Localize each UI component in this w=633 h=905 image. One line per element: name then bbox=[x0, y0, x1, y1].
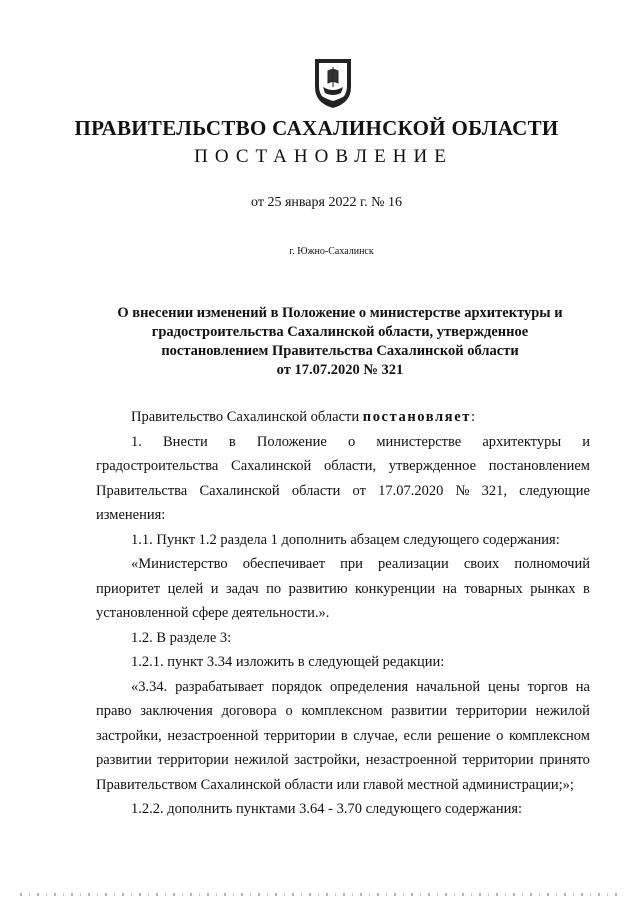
word: территории bbox=[157, 752, 229, 768]
document-title bbox=[100, 304, 580, 380]
word: 1. bbox=[131, 433, 142, 450]
word: области, bbox=[323, 458, 377, 474]
word: застройки, bbox=[294, 752, 361, 768]
text-line: установленной сфере деятельности.». bbox=[96, 605, 330, 621]
word: договора bbox=[221, 703, 277, 719]
word: на bbox=[442, 580, 457, 597]
word: Правительства bbox=[96, 482, 188, 499]
word: целей bbox=[167, 580, 204, 597]
word: право bbox=[96, 703, 132, 719]
title-line: градостроительства Сахалинской области, утвержденное bbox=[151, 324, 529, 340]
word: развитии bbox=[391, 703, 447, 719]
word: постановлением bbox=[488, 458, 590, 474]
word: принято bbox=[539, 752, 590, 768]
document-date-number: от 25 января 2022 г. № 16 bbox=[251, 195, 402, 210]
word: в bbox=[583, 580, 590, 597]
word: решение bbox=[437, 727, 491, 744]
word: случае, bbox=[353, 727, 398, 744]
justified-line bbox=[96, 724, 590, 749]
word: Внести bbox=[163, 433, 208, 450]
justified-line bbox=[96, 675, 590, 700]
word: порядок bbox=[271, 678, 323, 695]
word: Положение bbox=[256, 433, 327, 450]
word: о bbox=[347, 433, 356, 450]
word: товарных bbox=[464, 580, 523, 597]
text-line: изменения: bbox=[96, 507, 166, 523]
word: о bbox=[496, 727, 504, 744]
word: определения bbox=[329, 678, 409, 695]
title-line: от 17.07.2020 № 321 bbox=[276, 362, 404, 378]
word: в bbox=[340, 727, 348, 744]
word: незастроенной bbox=[365, 752, 457, 768]
document-body bbox=[96, 405, 590, 822]
word: территории bbox=[462, 752, 534, 768]
word: территории bbox=[455, 703, 527, 719]
text-line: Правительством Сахалинской области или главой местной администрации;»; bbox=[96, 776, 574, 793]
intro-paragraph: Правительство Сахалинской области постановляет: bbox=[131, 409, 475, 425]
word: о bbox=[285, 703, 293, 719]
word: при bbox=[340, 556, 363, 572]
word: «3.34. bbox=[131, 678, 168, 695]
word: в bbox=[228, 433, 236, 450]
word: 17.07.2020 bbox=[378, 482, 444, 499]
word: приоритет bbox=[96, 580, 161, 597]
justified-line bbox=[96, 699, 590, 724]
word: незастроенной bbox=[167, 727, 259, 744]
word: торгов bbox=[527, 678, 568, 695]
text-line: 1.2.1. пункт 3.34 изложить в следующей редакции: bbox=[131, 654, 445, 670]
word: реализации bbox=[377, 556, 449, 572]
title-line: постановлением Правительства Сахалинской области bbox=[161, 343, 519, 359]
word: если bbox=[403, 727, 432, 744]
justified-line bbox=[96, 479, 590, 504]
word: конкуренции bbox=[355, 580, 436, 597]
word: рынках bbox=[530, 580, 576, 597]
word: полномочий bbox=[514, 556, 590, 572]
justified-line bbox=[96, 577, 590, 602]
decree-verb: постановляет bbox=[362, 409, 471, 425]
word: министерстве bbox=[376, 433, 462, 450]
word: градостроительства bbox=[96, 458, 219, 474]
word: комплексном bbox=[301, 703, 383, 719]
word: области bbox=[291, 482, 341, 499]
title-line: О внесении изменений в Положение о министерстве архитектуры и bbox=[117, 305, 563, 321]
word: нежилой bbox=[234, 752, 289, 768]
government-name: ПРАВИТЕЛЬСТВО САХАЛИНСКОЙ ОБЛАСТИ bbox=[74, 116, 559, 140]
document-type: ПОСТАНОВЛЕНИЕ bbox=[194, 146, 453, 167]
text-line: 1.2.2. дополнить пунктами 3.64 - 3.70 следующего содержания: bbox=[131, 801, 523, 817]
justified-line bbox=[96, 430, 590, 455]
word: обеспечивает bbox=[242, 556, 326, 572]
word: утвержденное bbox=[388, 458, 477, 474]
word: заключения bbox=[140, 703, 213, 719]
city-name: г. Южно-Сахалинск bbox=[289, 246, 374, 257]
word: и bbox=[210, 580, 219, 597]
word: развитии bbox=[96, 752, 152, 768]
word: 321, bbox=[481, 482, 507, 499]
word: Сахалинской bbox=[199, 482, 280, 499]
word: и bbox=[582, 433, 590, 450]
word: архитектуры bbox=[482, 433, 562, 450]
word: своих bbox=[463, 556, 500, 572]
word: нежилой bbox=[535, 703, 590, 719]
scan-noise bbox=[20, 893, 620, 896]
word: комплексном bbox=[508, 727, 590, 744]
justified-line bbox=[96, 748, 590, 773]
word: по bbox=[266, 580, 282, 597]
word: застройки, bbox=[96, 727, 162, 744]
word: на bbox=[575, 678, 590, 695]
word: «Министерство bbox=[131, 556, 228, 572]
word: разрабатывает bbox=[175, 678, 264, 695]
justified-line bbox=[96, 454, 590, 479]
word: территории bbox=[264, 727, 336, 744]
coat-of-arms-emblem bbox=[314, 57, 352, 109]
word: от bbox=[352, 482, 366, 499]
justified-line bbox=[96, 552, 590, 577]
text-line: 1.2. В разделе 3: bbox=[131, 629, 232, 646]
word: задач bbox=[225, 580, 259, 597]
word: следующие bbox=[519, 482, 590, 499]
text-line: 1.1. Пункт 1.2 раздела 1 дополнить абзацем следующего содержания: bbox=[131, 531, 560, 548]
word: № bbox=[455, 482, 470, 499]
word: цены bbox=[488, 678, 520, 695]
word: развитию bbox=[288, 580, 348, 597]
word: Сахалинской bbox=[231, 458, 312, 474]
word: начальной bbox=[416, 678, 481, 695]
